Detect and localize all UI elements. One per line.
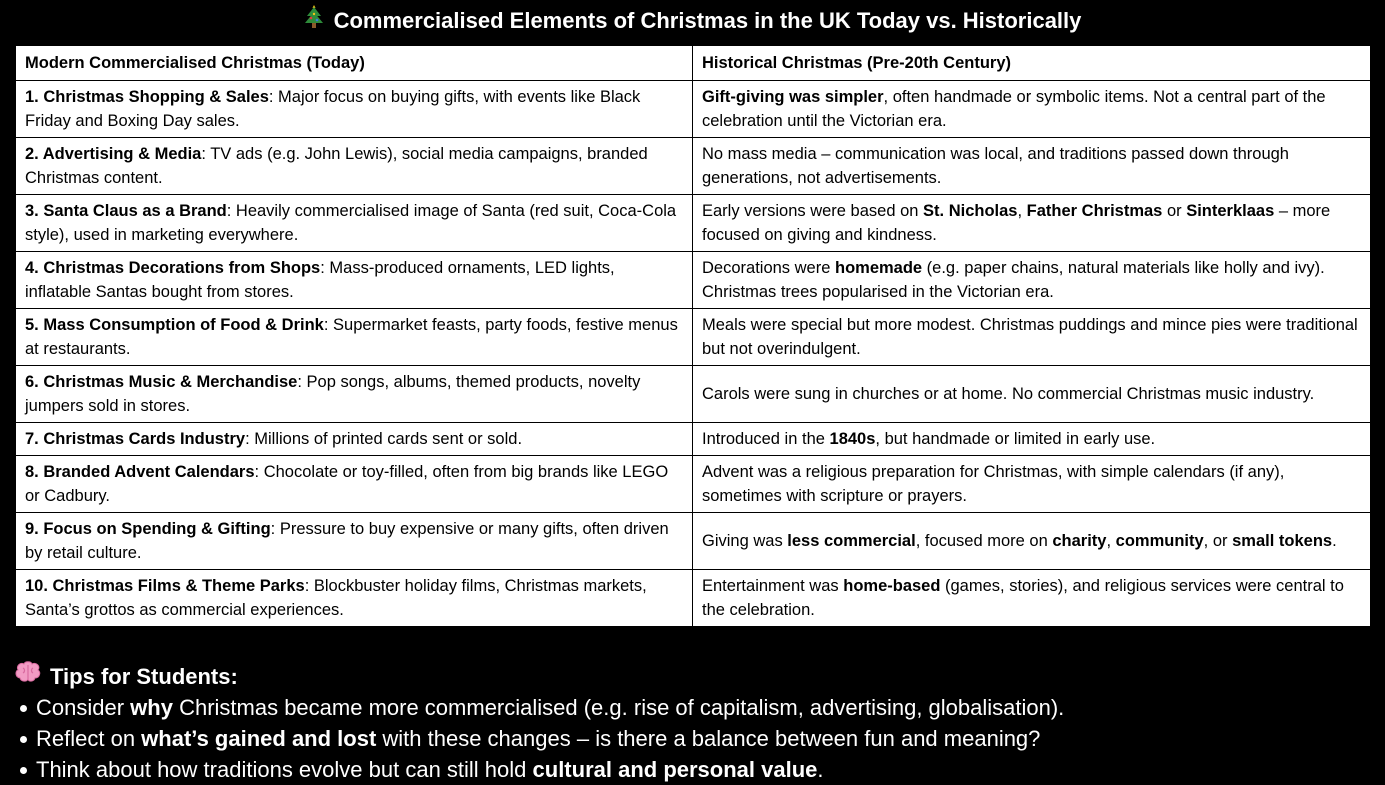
table-row xyxy=(16,456,1371,513)
text-run: : Supermarket feasts, party foods, festive menus at restaurants. xyxy=(25,316,678,358)
bold-text: 3. Santa Claus as a Brand xyxy=(25,202,227,220)
bold-text: 5. Mass Consumption of Food & Drink xyxy=(25,316,324,334)
brain-icon xyxy=(14,660,42,692)
bold-text: what’s gained and lost xyxy=(141,726,377,751)
text-run: Giving was xyxy=(702,532,788,550)
table-row xyxy=(16,81,1371,138)
text-run: , focused more on xyxy=(915,532,1053,550)
christmas-tree-icon xyxy=(304,4,324,40)
historical-cell xyxy=(693,456,1371,513)
modern-cell xyxy=(16,309,693,366)
text-run: Meals were special but more modest. Christmas puddings and mince pies were traditional but not overindulgent. xyxy=(702,316,1358,358)
modern-cell xyxy=(16,138,693,195)
tips-section xyxy=(14,660,1374,785)
page-title xyxy=(0,4,1385,40)
text-run: Think about how traditions evolve but can still hold xyxy=(36,757,533,782)
historical-cell xyxy=(693,81,1371,138)
modern-cell xyxy=(16,456,693,513)
text-run: : Heavily commercialised image of Santa (red suit, Coca-Cola style), used in marketing everywhere. xyxy=(25,202,677,244)
modern-cell xyxy=(16,513,693,570)
text-run: : Pressure to buy expensive or many gifts, often driven by retail culture. xyxy=(25,520,669,562)
historical-cell xyxy=(693,138,1371,195)
column-header-historical: Historical Christmas (Pre-20th Century) xyxy=(693,46,1371,81)
text-run: : Pop songs, albums, themed products, novelty jumpers sold in stores. xyxy=(25,373,641,415)
bold-text: 1. Christmas Shopping & Sales xyxy=(25,88,269,106)
modern-cell xyxy=(16,366,693,423)
text-run: Decorations were xyxy=(702,259,835,277)
modern-cell xyxy=(16,570,693,627)
text-run: , often handmade or symbolic items. Not a central part of the celebration until the Victorian era. xyxy=(702,88,1326,130)
modern-cell xyxy=(16,195,693,252)
table-header-row xyxy=(16,46,1371,81)
table-row xyxy=(16,366,1371,423)
table-row xyxy=(16,423,1371,456)
bold-text: 1840s xyxy=(829,430,876,448)
text-run: : Blockbuster holiday films, Christmas markets, Santa’s grottos as commercial experiences. xyxy=(25,577,647,619)
text-run: : TV ads (e.g. John Lewis), social media campaigns, branded Christmas content. xyxy=(25,145,648,187)
bold-text: why xyxy=(130,695,173,720)
text-run: . xyxy=(817,757,824,782)
text-run: : Millions of printed cards sent or sold. xyxy=(245,430,523,448)
text-run: Consider xyxy=(36,695,131,720)
historical-cell xyxy=(693,366,1371,423)
text-run: or xyxy=(1162,202,1187,220)
table-row xyxy=(16,309,1371,366)
text-run: , or xyxy=(1203,532,1233,550)
bold-text: 6. Christmas Music & Merchandise xyxy=(25,373,298,391)
text-run: , but handmade or limited in early use. xyxy=(875,430,1156,448)
text-run: , xyxy=(1106,532,1116,550)
bold-text: Gift-giving was simpler xyxy=(702,88,884,106)
bold-text: Father Christmas xyxy=(1026,202,1163,220)
text-run: Introduced in the xyxy=(702,430,830,448)
tip-item xyxy=(36,723,1374,754)
table-row xyxy=(16,570,1371,627)
text-run: with these changes – is there a balance between fun and meaning? xyxy=(376,726,1041,751)
comparison-table xyxy=(15,45,1371,627)
bold-text: 8. Branded Advent Calendars xyxy=(25,463,255,481)
text-run: Early versions were based on xyxy=(702,202,924,220)
text-run: Reflect on xyxy=(36,726,142,751)
modern-cell xyxy=(16,252,693,309)
text-run: (e.g. paper chains, natural materials like holly and ivy). Christmas trees popularised in the Victorian era. xyxy=(702,259,1325,301)
column-header-modern: Modern Commercialised Christmas (Today) xyxy=(16,46,693,81)
historical-cell xyxy=(693,570,1371,627)
bold-text: 9. Focus on Spending & Gifting xyxy=(25,520,271,538)
bold-text: small tokens xyxy=(1232,532,1333,550)
table-row xyxy=(16,138,1371,195)
text-run: : Major focus on buying gifts, with events like Black Friday and Boxing Day sales. xyxy=(25,88,641,130)
bold-text: home-based xyxy=(843,577,941,595)
table-row xyxy=(16,195,1371,252)
tip-item xyxy=(36,692,1374,723)
bold-text: cultural and personal value xyxy=(532,757,818,782)
bold-text: less commercial xyxy=(787,532,916,550)
bold-text: 2. Advertising & Media xyxy=(25,145,202,163)
tips-heading-text: Tips for Students: xyxy=(50,663,238,689)
historical-cell xyxy=(693,252,1371,309)
table-row xyxy=(16,513,1371,570)
text-run: , xyxy=(1017,202,1027,220)
text-run: : Mass-produced ornaments, LED lights, inflatable Santas bought from stores. xyxy=(25,259,615,301)
bold-text: St. Nicholas xyxy=(923,202,1018,220)
bold-text: 7. Christmas Cards Industry xyxy=(25,430,246,448)
historical-cell xyxy=(693,513,1371,570)
text-run: Christmas became more commercialised (e.g. rise of capitalism, advertising, globalisation). xyxy=(172,695,1065,720)
bold-text: Sinterklaas xyxy=(1186,202,1275,220)
bold-text: community xyxy=(1115,532,1204,550)
historical-cell xyxy=(693,309,1371,366)
text-run: Entertainment was xyxy=(702,577,844,595)
historical-cell xyxy=(693,195,1371,252)
text-run: (games, stories), and religious services were central to the celebration. xyxy=(702,577,1344,619)
bold-text: 4. Christmas Decorations from Shops xyxy=(25,259,321,277)
page-title-text: Commercialised Elements of Christmas in the UK Today vs. Historically xyxy=(333,8,1082,33)
table-row xyxy=(16,252,1371,309)
bold-text: 10. Christmas Films & Theme Parks xyxy=(25,577,305,595)
text-run: : Chocolate or toy-filled, often from big brands like LEGO or Cadbury. xyxy=(25,463,669,505)
tip-item xyxy=(36,754,1374,785)
text-run: . xyxy=(1332,532,1337,550)
historical-cell xyxy=(693,423,1371,456)
modern-cell xyxy=(16,423,693,456)
text-run: No mass media – communication was local, and traditions passed down through generations, not advertisements. xyxy=(702,145,1289,187)
tips-heading xyxy=(14,660,1374,692)
bold-text: charity xyxy=(1052,532,1107,550)
tips-list xyxy=(14,692,1374,785)
text-run: Advent was a religious preparation for Christmas, with simple calendars (if any), sometimes with scripture or prayers. xyxy=(702,463,1285,505)
text-run: Carols were sung in churches or at home. No commercial Christmas music industry. xyxy=(702,385,1315,403)
bold-text: homemade xyxy=(834,259,923,277)
text-run: – more focused on giving and kindness. xyxy=(702,202,1331,244)
modern-cell xyxy=(16,81,693,138)
